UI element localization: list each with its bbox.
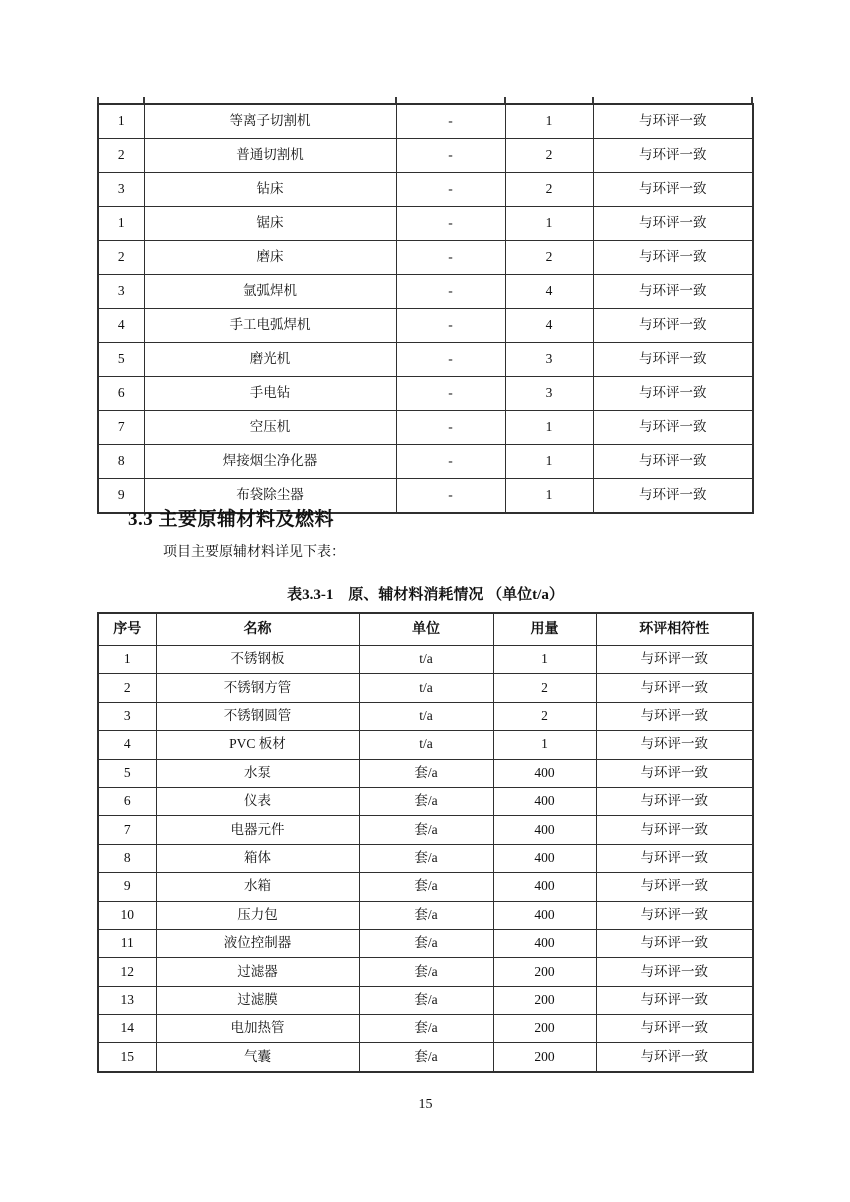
cell-index: 6 xyxy=(98,787,156,815)
cell-quantity: 3 xyxy=(505,343,593,377)
cell-material-name: 水箱 xyxy=(156,873,359,901)
cell-consistency: 与环评一致 xyxy=(593,173,753,207)
cell-material-name: 电器元件 xyxy=(156,816,359,844)
cell-spec: - xyxy=(396,479,505,514)
cell-spec: - xyxy=(396,445,505,479)
cell-unit: 套/a xyxy=(359,844,493,872)
cell-index: 6 xyxy=(98,377,144,411)
cell-index: 10 xyxy=(98,901,156,929)
cell-consistency: 与环评一致 xyxy=(593,139,753,173)
cell-consistency: 与环评一致 xyxy=(593,377,753,411)
cell-consistency: 与环评一致 xyxy=(596,816,753,844)
cell-consistency: 与环评一致 xyxy=(593,275,753,309)
cell-index: 3 xyxy=(98,702,156,730)
cell-material-name: 过滤膜 xyxy=(156,986,359,1014)
table-row xyxy=(98,173,753,207)
cell-consistency: 与环评一致 xyxy=(596,844,753,872)
cell-unit: 套/a xyxy=(359,873,493,901)
table-row xyxy=(98,377,753,411)
cell-amount: 2 xyxy=(493,674,596,702)
cell-index: 2 xyxy=(98,139,144,173)
cell-spec: - xyxy=(396,139,505,173)
cell-amount: 2 xyxy=(493,702,596,730)
cell-consistency: 与环评一致 xyxy=(596,1043,753,1072)
cell-material-name: 不锈钢板 xyxy=(156,646,359,674)
cell-equipment-name: 空压机 xyxy=(144,411,396,445)
cell-amount: 200 xyxy=(493,958,596,986)
table-row xyxy=(98,445,753,479)
cell-material-name: 气囊 xyxy=(156,1043,359,1072)
cell-unit: 套/a xyxy=(359,816,493,844)
column-header: 环评相符性 xyxy=(596,613,753,646)
column-header: 序号 xyxy=(98,613,156,646)
cell-equipment-name: 布袋除尘器 xyxy=(144,479,396,514)
cell-material-name: 液位控制器 xyxy=(156,929,359,957)
cell-spec: - xyxy=(396,343,505,377)
table-row xyxy=(98,309,753,343)
cell-material-name: 不锈钢圆管 xyxy=(156,702,359,730)
cell-material-name: 压力包 xyxy=(156,901,359,929)
cell-consistency: 与环评一致 xyxy=(593,479,753,514)
cell-amount: 400 xyxy=(493,901,596,929)
cell-index: 8 xyxy=(98,844,156,872)
cell-unit: 套/a xyxy=(359,1043,493,1072)
cell-amount: 200 xyxy=(493,1043,596,1072)
cell-equipment-name: 普通切割机 xyxy=(144,139,396,173)
cell-index: 14 xyxy=(98,1015,156,1043)
table-row xyxy=(98,958,753,986)
cell-equipment-name: 等离子切割机 xyxy=(144,104,396,139)
cell-quantity: 1 xyxy=(505,411,593,445)
cell-quantity: 1 xyxy=(505,104,593,139)
cell-quantity: 1 xyxy=(505,479,593,514)
cell-index: 1 xyxy=(98,646,156,674)
cell-spec: - xyxy=(396,411,505,445)
table-row xyxy=(98,646,753,674)
cell-quantity: 4 xyxy=(505,275,593,309)
table-row xyxy=(98,674,753,702)
cell-material-name: 仪表 xyxy=(156,787,359,815)
cell-material-name: 电加热管 xyxy=(156,1015,359,1043)
cell-consistency: 与环评一致 xyxy=(593,309,753,343)
table-row xyxy=(98,343,753,377)
cell-consistency: 与环评一致 xyxy=(593,207,753,241)
cell-equipment-name: 手工电弧焊机 xyxy=(144,309,396,343)
section-heading: 3.3 主要原辅材料及燃料 xyxy=(128,509,335,530)
cell-consistency: 与环评一致 xyxy=(596,929,753,957)
table-row xyxy=(98,787,753,815)
table-row xyxy=(98,275,753,309)
cell-quantity: 3 xyxy=(505,377,593,411)
table-row xyxy=(98,1043,753,1072)
cell-unit: t/a xyxy=(359,731,493,759)
cell-quantity: 1 xyxy=(505,207,593,241)
cell-equipment-name: 手电钻 xyxy=(144,377,396,411)
cell-unit: 套/a xyxy=(359,901,493,929)
cell-consistency: 与环评一致 xyxy=(593,411,753,445)
cell-consistency: 与环评一致 xyxy=(596,873,753,901)
cell-material-name: PVC 板材 xyxy=(156,731,359,759)
table-row xyxy=(98,929,753,957)
cell-consistency: 与环评一致 xyxy=(596,759,753,787)
table-row xyxy=(98,1015,753,1043)
cell-amount: 400 xyxy=(493,816,596,844)
cell-unit: 套/a xyxy=(359,1015,493,1043)
cell-quantity: 2 xyxy=(505,173,593,207)
cell-consistency: 与环评一致 xyxy=(596,986,753,1014)
cell-spec: - xyxy=(396,173,505,207)
cell-amount: 1 xyxy=(493,646,596,674)
cell-unit: t/a xyxy=(359,646,493,674)
cell-index: 1 xyxy=(98,207,144,241)
cell-unit: 套/a xyxy=(359,986,493,1014)
cell-spec: - xyxy=(396,377,505,411)
cell-consistency: 与环评一致 xyxy=(596,787,753,815)
cell-index: 11 xyxy=(98,929,156,957)
cell-amount: 400 xyxy=(493,873,596,901)
table-row xyxy=(98,759,753,787)
cell-amount: 400 xyxy=(493,787,596,815)
cell-index: 4 xyxy=(98,309,144,343)
cell-consistency: 与环评一致 xyxy=(596,674,753,702)
table-row xyxy=(98,844,753,872)
table-row xyxy=(98,702,753,730)
cell-unit: 套/a xyxy=(359,759,493,787)
cell-equipment-name: 磨床 xyxy=(144,241,396,275)
cell-consistency: 与环评一致 xyxy=(596,958,753,986)
cell-material-name: 水泵 xyxy=(156,759,359,787)
cell-index: 9 xyxy=(98,479,144,514)
cell-unit: 套/a xyxy=(359,787,493,815)
materials-table-body xyxy=(98,646,753,1072)
table-row xyxy=(98,104,753,139)
column-header: 用量 xyxy=(493,613,596,646)
cell-amount: 1 xyxy=(493,731,596,759)
table-row xyxy=(98,411,753,445)
cell-amount: 400 xyxy=(493,844,596,872)
cell-spec: - xyxy=(396,309,505,343)
cell-consistency: 与环评一致 xyxy=(596,731,753,759)
table-row xyxy=(98,139,753,173)
cell-index: 1 xyxy=(98,104,144,139)
cell-spec: - xyxy=(396,104,505,139)
cell-material-name: 箱体 xyxy=(156,844,359,872)
cell-consistency: 与环评一致 xyxy=(593,343,753,377)
table-row xyxy=(98,816,753,844)
cell-unit: t/a xyxy=(359,674,493,702)
table-caption: 表3.3-1 原、辅材料消耗情况 （单位t/a） xyxy=(287,587,564,603)
column-header: 名称 xyxy=(156,613,359,646)
cell-equipment-name: 钻床 xyxy=(144,173,396,207)
cell-index: 5 xyxy=(98,759,156,787)
cell-index: 3 xyxy=(98,275,144,309)
cell-amount: 200 xyxy=(493,986,596,1014)
cell-unit: 套/a xyxy=(359,958,493,986)
cell-equipment-name: 焊接烟尘净化器 xyxy=(144,445,396,479)
cell-amount: 200 xyxy=(493,1015,596,1043)
cell-index: 15 xyxy=(98,1043,156,1072)
cell-equipment-name: 锯床 xyxy=(144,207,396,241)
cell-consistency: 与环评一致 xyxy=(596,646,753,674)
intro-paragraph: 项目主要原辅材料详见下表： xyxy=(163,545,345,560)
table-row xyxy=(98,986,753,1014)
cell-consistency: 与环评一致 xyxy=(593,241,753,275)
cell-quantity: 1 xyxy=(505,445,593,479)
cell-index: 7 xyxy=(98,411,144,445)
cell-index: 8 xyxy=(98,445,144,479)
equipment-table xyxy=(97,103,754,514)
cell-quantity: 4 xyxy=(505,309,593,343)
cell-index: 2 xyxy=(98,674,156,702)
cell-unit: 套/a xyxy=(359,929,493,957)
cell-material-name: 过滤器 xyxy=(156,958,359,986)
cell-unit: t/a xyxy=(359,702,493,730)
cell-consistency: 与环评一致 xyxy=(596,1015,753,1043)
table-row xyxy=(98,731,753,759)
cell-equipment-name: 氩弧焊机 xyxy=(144,275,396,309)
cell-quantity: 2 xyxy=(505,139,593,173)
page-number: 15 xyxy=(418,1097,433,1112)
table-row xyxy=(98,873,753,901)
cell-consistency: 与环评一致 xyxy=(593,445,753,479)
cell-index: 4 xyxy=(98,731,156,759)
table-row xyxy=(98,241,753,275)
cell-consistency: 与环评一致 xyxy=(596,901,753,929)
cell-amount: 400 xyxy=(493,929,596,957)
cell-index: 13 xyxy=(98,986,156,1014)
cell-spec: - xyxy=(396,241,505,275)
equipment-table-body xyxy=(98,104,753,513)
materials-header-row xyxy=(98,613,753,646)
cell-index: 12 xyxy=(98,958,156,986)
cell-index: 7 xyxy=(98,816,156,844)
cell-spec: - xyxy=(396,207,505,241)
cell-consistency: 与环评一致 xyxy=(596,702,753,730)
materials-table xyxy=(97,612,754,1073)
cell-index: 2 xyxy=(98,241,144,275)
cell-material-name: 不锈钢方管 xyxy=(156,674,359,702)
cell-index: 5 xyxy=(98,343,144,377)
cell-index: 3 xyxy=(98,173,144,207)
cell-spec: - xyxy=(396,275,505,309)
cell-quantity: 2 xyxy=(505,241,593,275)
table-row xyxy=(98,901,753,929)
column-header: 单位 xyxy=(359,613,493,646)
table-row xyxy=(98,207,753,241)
cell-amount: 400 xyxy=(493,759,596,787)
cell-equipment-name: 磨光机 xyxy=(144,343,396,377)
cell-index: 9 xyxy=(98,873,156,901)
cell-consistency: 与环评一致 xyxy=(593,104,753,139)
